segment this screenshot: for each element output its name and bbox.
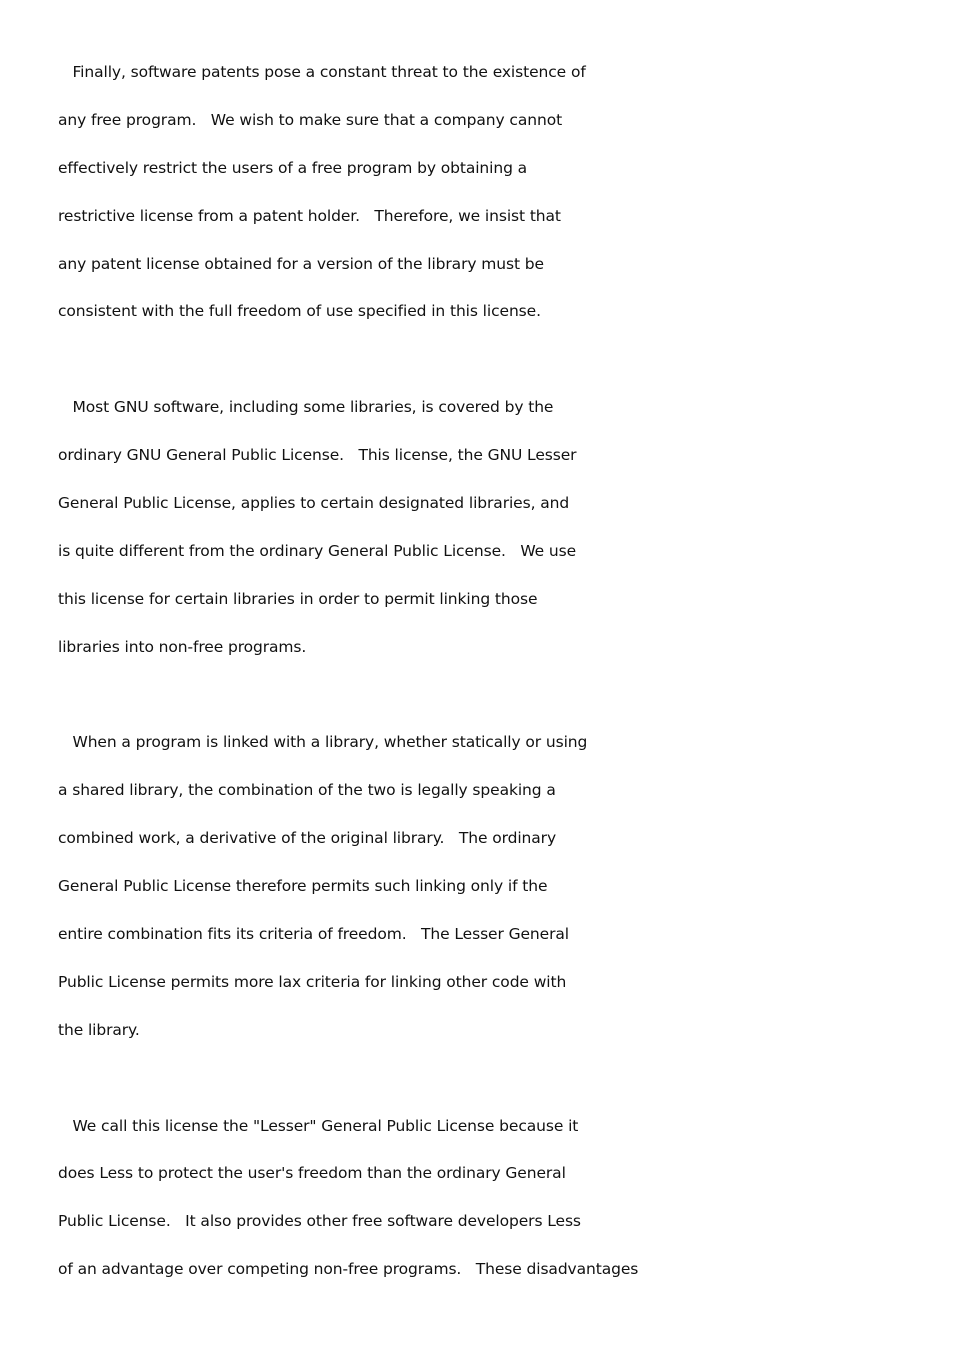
text-line: Public License. It also provides other free software developers Less (58, 1212, 581, 1231)
text-line: restrictive license from a patent holder. Therefore, we insist that (58, 206, 561, 225)
text-line: this license for certain libraries in order to permit linking those (58, 589, 538, 608)
text-line: effectively restrict the users of a free program by obtaining a (58, 158, 528, 177)
text-line: General Public License therefore permits such linking only if the (58, 877, 548, 896)
text-line: a shared library, the combination of the two is legally speaking a (58, 781, 556, 800)
paragraph-linking (58, 728, 918, 1063)
paragraph-patents (58, 58, 918, 345)
text-line: General Public License, applies to certain designated libraries, and (58, 494, 570, 513)
paragraph-lesser (58, 1112, 918, 1304)
paragraph-gap (58, 1064, 918, 1112)
text-line: Finally, software patents pose a constant threat to the existence of (58, 63, 586, 81)
text-line: We call this license the "Lesser" General Public License because it (58, 1116, 579, 1135)
text-line: consistent with the full freedom of use specified in this license. (58, 302, 541, 321)
text-line: When a program is linked with a library, whether statically or using (58, 733, 588, 752)
paragraph-gnu-software (58, 393, 918, 680)
paragraph-gap (58, 345, 918, 393)
text-line: is quite different from the ordinary General Public License. We use (58, 541, 577, 560)
text-line: any patent license obtained for a version of the library must be (58, 254, 544, 273)
text-line: combined work, a derivative of the original library. The ordinary (58, 829, 557, 848)
text-line: entire combination fits its criteria of freedom. The Lesser General (58, 925, 569, 944)
paragraph-gap (58, 681, 918, 729)
document-page (58, 58, 918, 1303)
text-line: does Less to protect the user's freedom than the ordinary General (58, 1164, 566, 1183)
text-line: the library. (58, 1020, 140, 1039)
text-line: libraries into non-free programs. (58, 637, 307, 656)
text-line: of an advantage over competing non-free programs. These disadvantages (58, 1260, 639, 1279)
text-line: Most GNU software, including some libraries, is covered by the (58, 398, 554, 417)
text-line: any free program. We wish to make sure that a company cannot (58, 110, 563, 129)
text-line: Public License permits more lax criteria for linking other code with (58, 972, 567, 991)
text-line: ordinary GNU General Public License. This license, the GNU Lesser (58, 446, 577, 465)
